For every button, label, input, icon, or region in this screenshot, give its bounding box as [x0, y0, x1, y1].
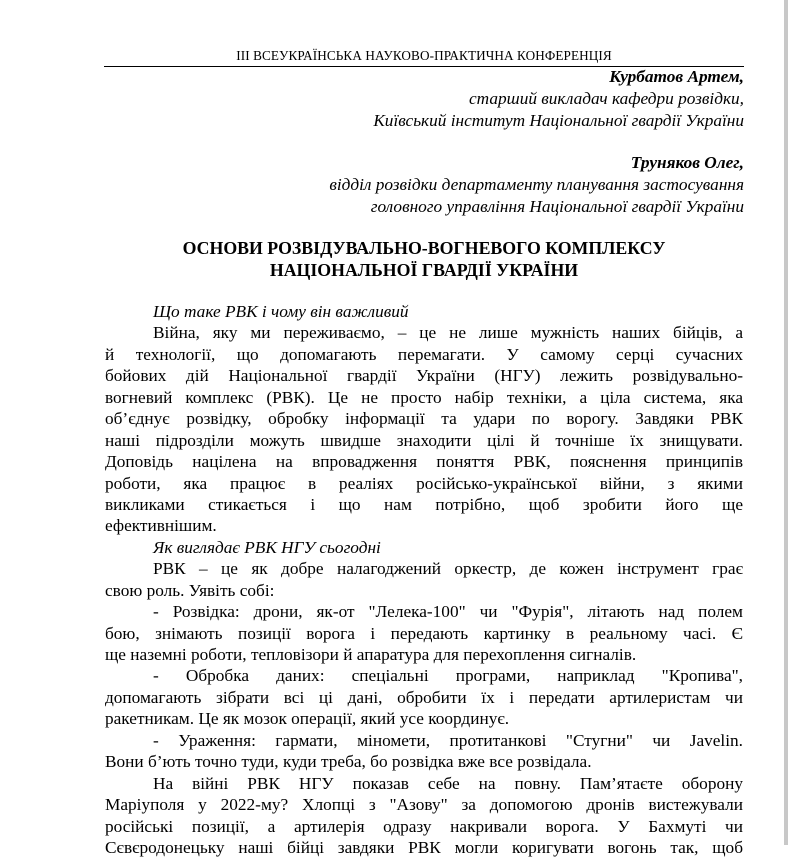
body-line: й технології, що допомагають перемагати. У самому серці сучасних: [105, 344, 743, 364]
author-affiliation-line: відділ розвідки департаменту планування застосування: [329, 175, 744, 194]
body-line: ракетникам. Це як мозок операції, який усе координує.: [105, 709, 510, 729]
body-line: свою роль. Уявіть собі:: [105, 580, 275, 600]
page-edge: [784, 0, 788, 845]
author-affiliation-line: старший викладач кафедри розвідки,: [469, 89, 744, 108]
author-block-2: [329, 152, 744, 218]
body-line: роботи, яка працює в реаліях російсько-української війни, з якими: [105, 473, 743, 493]
body-line: допомагають зібрати всі ці дані, обробити їх і передати артилеристам чи: [105, 687, 743, 707]
body-line: На війні РВК НГУ показав себе на повну. Пам’ятаєте оборону: [153, 773, 743, 793]
body-line: Війна, яку ми переживаємо, – це не лише мужність наших бійців, а: [153, 323, 743, 343]
body-line: бойових дій Національної гвардії України (НГУ) лежить розвідувально-: [105, 366, 743, 386]
body-line: ще наземні роботи, тепловізори й апаратура для перехоплення сигналів.: [105, 645, 637, 664]
body-text: [105, 301, 743, 858]
body-line: - Обробка даних: спеціальні програми, наприклад "Кропива",: [153, 666, 743, 686]
body-line: Доповідь націлена на впровадження поняття РВК, пояснення принципів: [105, 452, 743, 472]
running-head: ІІІ ВСЕУКРАЇНСЬКА НАУКОВО-ПРАКТИЧНА КОНФЕРЕНЦІЯ: [104, 47, 744, 67]
title-line: ОСНОВИ РОЗВІДУВАЛЬНО-ВОГНЕВОГО КОМПЛЕКСУ: [182, 238, 666, 258]
body-line: ефективнішим.: [105, 516, 217, 536]
body-line: бою, знімають позиції ворога і передають картинку в реальному часі. Є: [105, 623, 743, 643]
body-line: російські позиції, а артилерія одразу накривали ворога. У Бахмуті чи: [105, 816, 743, 836]
body-line: - Ураження: гармати, міномети, протитанкові "Стугни" чи Javelin.: [153, 730, 743, 750]
body-line: Сєвєродонецьку наші бійці завдяки РВК могли коригувати вогонь так, щоб: [105, 837, 743, 857]
body-line: Вони б’ють точно туди, куди треба, бо розвідка вже все розвідала.: [105, 752, 592, 772]
section-heading: Як виглядає РВК НГУ сьогодні: [153, 537, 381, 557]
body-line: викликами стикається і що нам потрібно, щоб зробити його ще: [105, 494, 743, 514]
author-block-1: [373, 66, 744, 132]
author-name: Курбатов Артем,: [609, 67, 744, 86]
title-line: НАЦІОНАЛЬНОЇ ГВАРДІЇ УКРАЇНИ: [269, 260, 579, 280]
body-line: РВК – це як добре налагоджений оркестр, де кожен інструмент грає: [153, 559, 743, 579]
section-heading: Що таке РВК і чому він важливий: [153, 302, 409, 321]
author-affiliation-line: головного управління Національної гвардії України: [370, 197, 744, 216]
body-line: наші підрозділи можуть швидше знаходити цілі й точніше їх знищувати.: [105, 430, 743, 450]
author-name: Труняков Олег,: [630, 153, 744, 172]
author-affiliation-line: Київський інститут Національної гвардії України: [373, 111, 744, 130]
body-line: Маріуполя у 2022-му? Хлопці з "Азову" за допомогою дронів вистежували: [105, 795, 743, 815]
body-line: - Розвідка: дрони, як-от "Лелека-100" чи "Фурія", літають над полем: [153, 602, 743, 622]
body-line: вогневий комплекс (РВК). Це не просто набір техніки, а ціла система, яка: [105, 387, 743, 407]
body-line: об’єднує розвідку, обробку інформації та удари по ворогу. Завдяки РВК: [105, 409, 743, 429]
paper-title: [104, 237, 744, 281]
